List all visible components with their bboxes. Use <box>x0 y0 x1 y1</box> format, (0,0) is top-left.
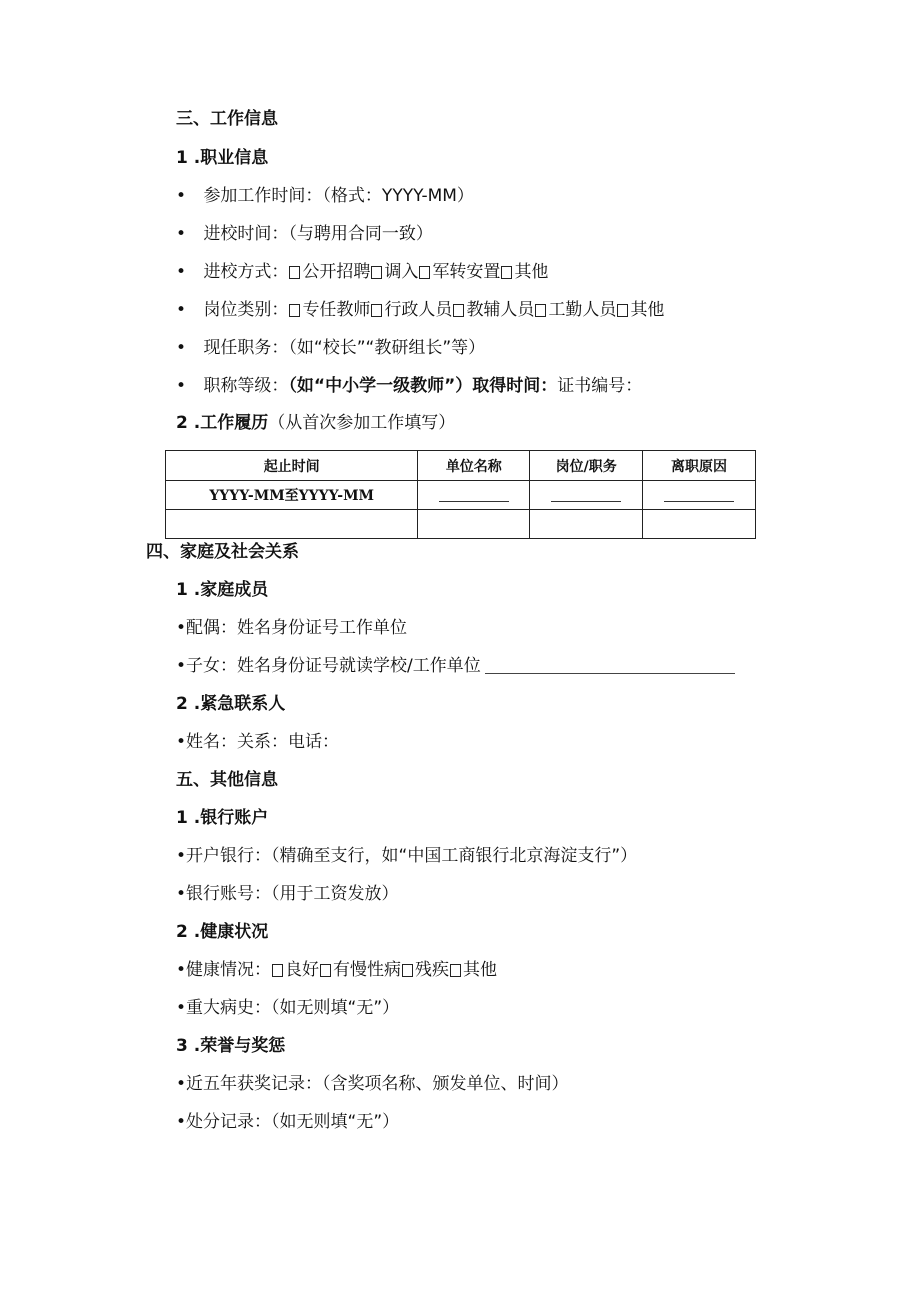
bullet: • <box>176 300 187 320</box>
health-label: •健康情况： <box>176 960 272 980</box>
cell-leave-reason[interactable] <box>643 481 756 510</box>
cell-employer[interactable] <box>418 510 530 539</box>
cert-number-label: 证书编号： <box>557 376 643 396</box>
cell-position[interactable] <box>530 510 643 539</box>
account-line: •银行账号：（用于工资发放） <box>176 884 399 904</box>
current-position-label: 现任职务： <box>203 338 289 358</box>
checkbox-healthy[interactable] <box>272 964 283 977</box>
checkbox-full-time-teacher[interactable] <box>289 304 300 317</box>
cell-leave-reason[interactable] <box>643 510 756 539</box>
spouse-line: •配偶：姓名身份证号工作单位 <box>176 618 408 638</box>
section-title-family: 四、家庭及社会关系 <box>146 542 299 562</box>
work-history-note: （从首次参加工作填写） <box>268 413 456 433</box>
option-entry-other: 其他 <box>514 262 549 282</box>
checkbox-post-other[interactable] <box>617 304 628 317</box>
checkbox-transfer-in[interactable] <box>371 266 382 279</box>
title-level-label: 职称等级： <box>203 376 289 396</box>
subsection-title-honors: 3 .荣誉与奖惩 <box>176 1036 286 1056</box>
discipline-line: •处分记录：（如无则填“无”） <box>176 1112 400 1132</box>
emergency-line: •姓名：关系：电话： <box>176 732 340 752</box>
header-period: 起止时间 <box>166 451 418 481</box>
bullet: • <box>176 376 187 396</box>
header-position: 岗位/职务 <box>530 451 643 481</box>
bullet: • <box>176 338 187 358</box>
title-level-hint: （如“中小学一级教师”）取得时间： <box>288 376 558 396</box>
post-type-line <box>176 299 664 321</box>
bullet: • <box>176 262 187 282</box>
work-start-hint: （格式：YYYY-MM） <box>322 186 474 206</box>
current-position-hint: （如“校长”“教研组长”等） <box>288 338 486 358</box>
option-health-other: 其他 <box>463 960 498 980</box>
subsection-title-career: 1 .职业信息 <box>176 148 269 168</box>
subsection-title-family-members: 1 .家庭成员 <box>176 580 269 600</box>
checkbox-entry-other[interactable] <box>501 266 512 279</box>
section-title-other: 五、其他信息 <box>176 770 278 790</box>
subsection-title-health: 2 .健康状况 <box>176 922 269 942</box>
table-row <box>166 510 756 539</box>
entry-method-line <box>176 261 548 283</box>
current-position-line <box>176 337 485 359</box>
work-start-label: 参加工作时间： <box>203 186 323 206</box>
subsection-title-emergency: 2 .紧急联系人 <box>176 694 286 714</box>
work-history-heading <box>176 412 455 434</box>
option-healthy: 良好 <box>285 960 320 980</box>
subsection-title-work-history: 2 .工作履历 <box>176 413 269 433</box>
checkbox-service-staff[interactable] <box>535 304 546 317</box>
children-fill-line[interactable] <box>485 657 735 674</box>
option-public-recruit: 公开招聘 <box>302 262 371 282</box>
cell-period[interactable] <box>166 510 418 539</box>
fill-line <box>551 487 621 502</box>
bank-line: •开户银行：（精确至支行，如“中国工商银行北京海淀支行”） <box>176 846 638 866</box>
fill-line <box>439 487 509 502</box>
illness-line: •重大病史：（如无则填“无”） <box>176 998 400 1018</box>
option-chronic: 有慢性病 <box>333 960 402 980</box>
cell-position[interactable] <box>530 481 643 510</box>
section-title-work-info: 三、工作信息 <box>176 109 278 129</box>
option-service-staff: 工勤人员 <box>548 300 617 320</box>
option-post-other: 其他 <box>630 300 665 320</box>
checkbox-military-transfer[interactable] <box>419 266 430 279</box>
checkbox-disabled[interactable] <box>402 964 413 977</box>
option-transfer-in: 调入 <box>384 262 419 282</box>
fill-line <box>664 487 734 502</box>
children-line <box>176 655 735 677</box>
checkbox-support-staff[interactable] <box>453 304 464 317</box>
cell-period: YYYY-MM至YYYY-MM <box>166 481 418 510</box>
health-line <box>176 959 497 981</box>
checkbox-admin-staff[interactable] <box>371 304 382 317</box>
option-admin-staff: 行政人员 <box>384 300 453 320</box>
option-disabled: 残疾 <box>415 960 450 980</box>
school-entry-hint: （与聘用合同一致） <box>288 224 433 244</box>
option-military-transfer: 军转安置 <box>432 262 501 282</box>
option-support-staff: 教辅人员 <box>466 300 535 320</box>
bullet: • <box>176 186 187 206</box>
school-entry-label: 进校时间： <box>203 224 289 244</box>
checkbox-chronic[interactable] <box>320 964 331 977</box>
checkbox-public-recruit[interactable] <box>289 266 300 279</box>
checkbox-health-other[interactable] <box>450 964 461 977</box>
cell-employer[interactable] <box>418 481 530 510</box>
header-leave-reason: 离职原因 <box>643 451 756 481</box>
post-type-label: 岗位类别： <box>203 300 289 320</box>
children-label: •子女：姓名身份证号就读学校/工作单位 <box>176 656 481 676</box>
table-header-row <box>166 451 756 481</box>
header-employer: 单位名称 <box>418 451 530 481</box>
title-level-line <box>176 375 642 397</box>
entry-method-label: 进校方式： <box>203 262 289 282</box>
work-history-table <box>165 450 756 539</box>
bullet: • <box>176 224 187 244</box>
work-start-line <box>176 185 474 207</box>
subsection-title-bank: 1 .银行账户 <box>176 808 269 828</box>
option-full-time-teacher: 专任教师 <box>302 300 371 320</box>
awards-line: •近五年获奖记录：（含奖项名称、颁发单位、时间） <box>176 1074 569 1094</box>
school-entry-line <box>176 223 433 245</box>
table-row <box>166 481 756 510</box>
